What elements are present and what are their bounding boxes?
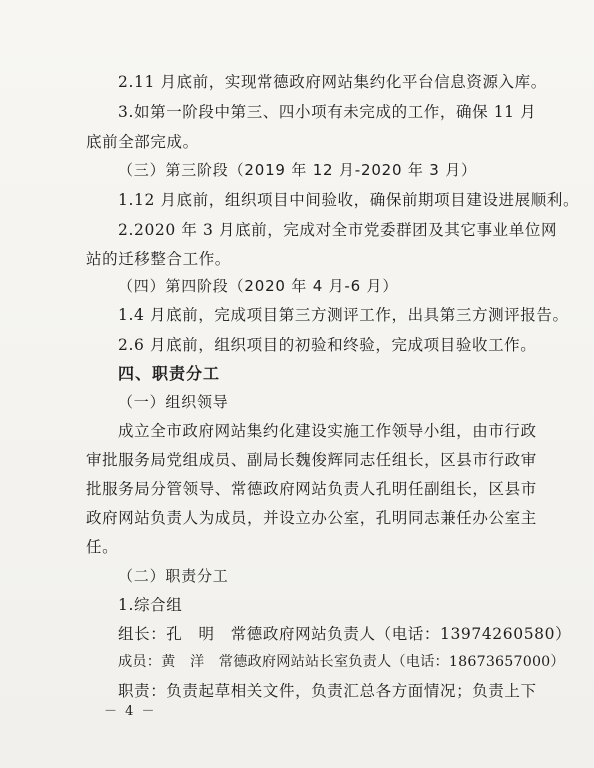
- text-line: 批服务局分管领导、常德政府网站负责人孔明任副组长，区县市: [86, 480, 537, 498]
- page-number: － 4 －: [104, 704, 157, 719]
- text-line: 2.6 月底前，组织项目的初验和终验，完成项目验收工作。: [118, 336, 537, 354]
- section-heading: （三）第三阶段（2019 年 12 月-2020 年 3 月）: [118, 161, 477, 179]
- text-line: 1.综合组: [118, 596, 183, 614]
- text-line: 2.11 月底前，实现常德政府网站集约化平台信息资源入库。: [118, 73, 547, 91]
- text-line: 审批服务局党组成员、副局长魏俊辉同志任组长，区县市行政审: [86, 451, 537, 469]
- text-line: 组长：孔 明 常德政府网站负责人（电话：13974260580）: [118, 625, 572, 643]
- text-line: 底前全部完成。: [86, 133, 199, 151]
- text-line: 任。: [86, 538, 119, 556]
- text-line: 1.12 月底前，组织项目中间验收，确保前期项目建设进展顺利。: [118, 191, 580, 209]
- text-line: 成立全市政府网站集约化建设实施工作领导小组，由市行政: [118, 422, 537, 440]
- section-heading: （四）第四阶段（2020 年 4 月-6 月）: [118, 277, 399, 295]
- text-line: 政府网站负责人为成员，并设立办公室，孔明同志兼任办公室主: [86, 509, 537, 527]
- text-line: 1.4 月底前，完成项目第三方测评工作，出具第三方测评报告。: [118, 306, 569, 324]
- text-line: 3.如第一阶段中第三、四小项有未完成的工作，确保 11 月: [118, 103, 537, 121]
- text-line: 站的迁移整合工作。: [86, 250, 231, 268]
- chapter-heading: 四、职责分工: [118, 364, 221, 383]
- text-line: 成员：黄 洋 常德政府网站站长室负责人（电话：18673657000）: [118, 654, 565, 670]
- section-heading: （一）组织领导: [118, 393, 229, 411]
- section-heading: （二）职责分工: [118, 567, 229, 585]
- text-line: 职责：负责起草相关文件，负责汇总各方面情况；负责上下: [118, 682, 537, 700]
- text-line: 2.2020 年 3 月底前，完成对全市党委群团及其它事业单位网: [118, 221, 558, 239]
